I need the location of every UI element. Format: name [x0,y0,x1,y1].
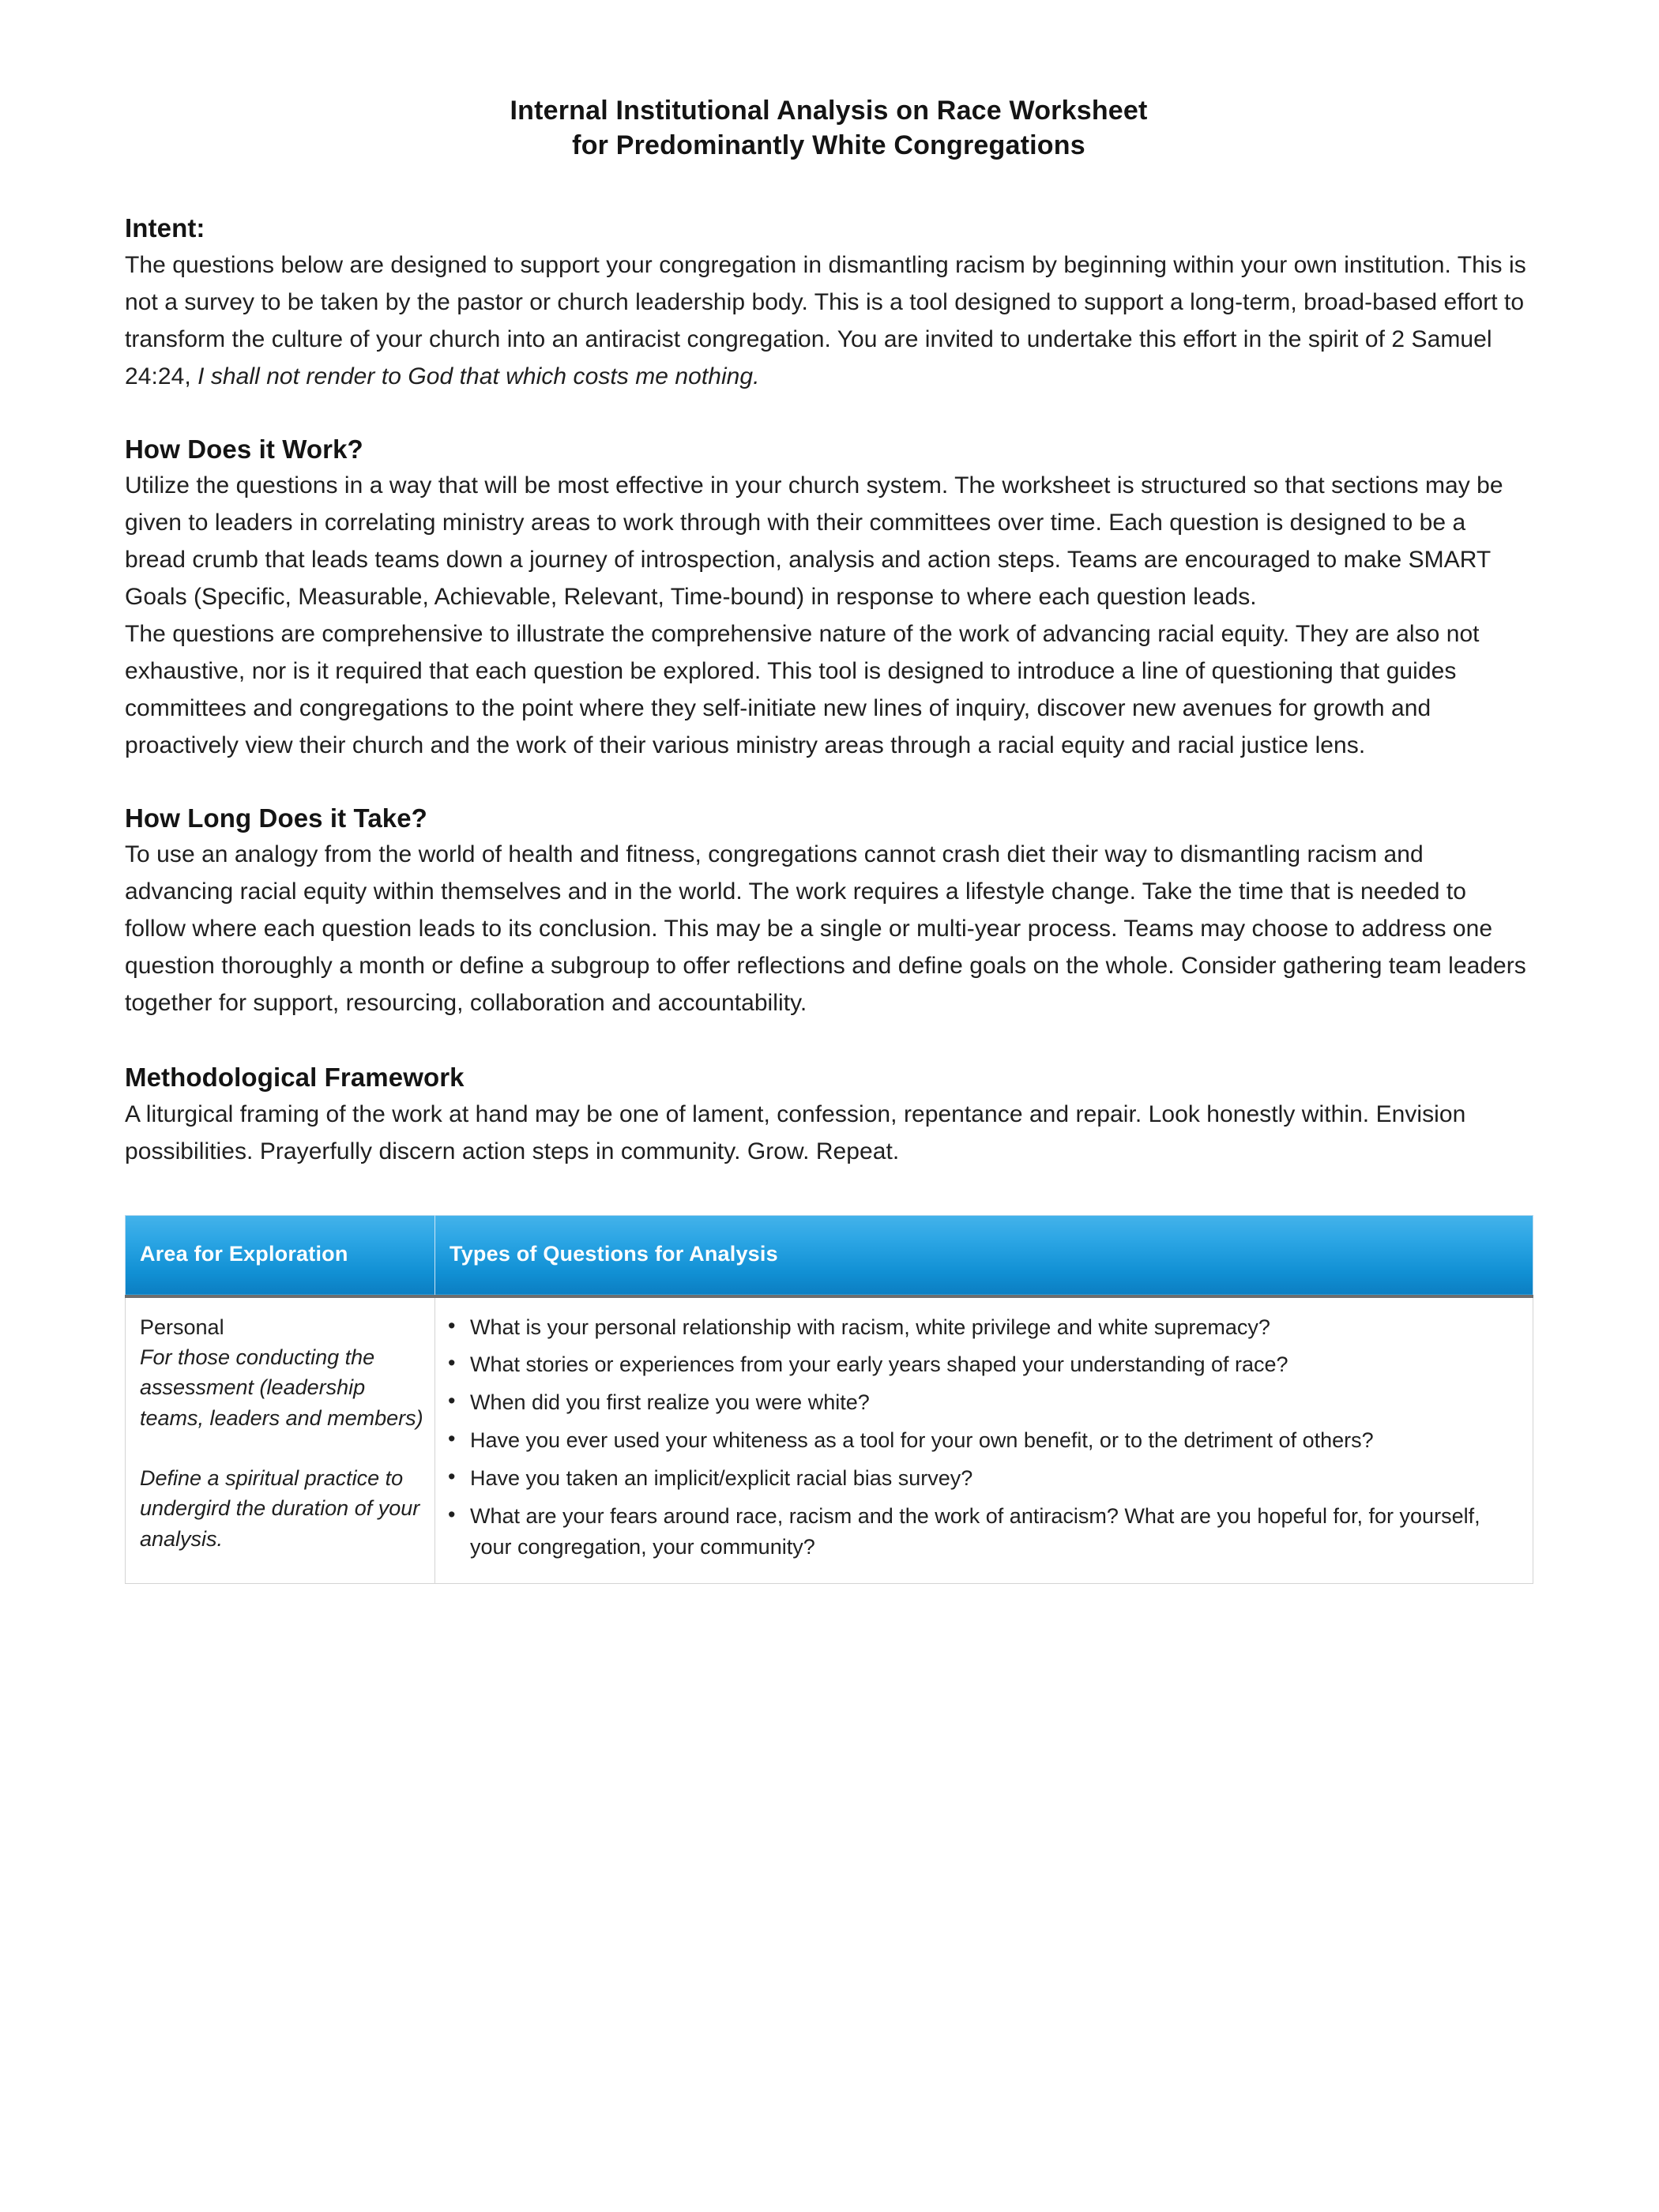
list-item: • What stories or experiences from your early years shaped your understanding of race? [443,1349,1522,1380]
section-heading-methodological-framework: Methodological Framework [125,1063,465,1093]
intent-text-roman: The questions below are designed to support your congregation in dismantling racism by beginning within your own institution. This is not a survey to be taken by the pastor or church leadership body. This is a tool designed to support a long-term, broad-based effort to transform the culture of your church into an antiracist congregation. You are invited to undertake this effort in the spirit of 2 Samuel 24:24, [125,251,1526,389]
section-body-how-does-it-work-1: Utilize the questions in a way that will be most effective in your church system. The worksheet is structured so that sections may be given to leaders in correlating ministry areas to work through with their committees over time. Each question is designed to be a bread crumb that leads teams down a journey of introspection, analysis and action steps. Teams are encouraged to make SMART Goals (Specific, Measurable, Achievable, Relevant, Time-bound) in response to where each question leads. [125,472,1503,611]
section-how-long-does-it-take [125,803,1533,1022]
column-header-area-for-exploration: Area for Exploration [126,1215,435,1296]
section-body-intent [125,247,1533,396]
list-item: • What are your fears around race, racism and the work of antiracism? What are you hopeful for, for yourself, your congregation, your community? [443,1501,1522,1563]
section-heading-how-does-it-work: How Does it Work? [125,434,363,464]
area-title: Personal [140,1315,224,1339]
section-intent [125,213,1533,395]
page-title-line-2: for Predominantly White Congregations [572,130,1085,161]
section-methodological-framework [125,1062,1533,1170]
list-item: • What is your personal relationship with racism, white privilege and white supremacy? [443,1312,1522,1343]
list-item: • Have you ever used your whiteness as a tool for your own benefit, or to the detriment of others? [443,1425,1522,1456]
area-note-secondary: Define a spiritual practice to undergird the duration of your analysis. [140,1465,420,1551]
area-note-primary: For those conducting the assessment (leadership teams, leaders and members) [140,1345,423,1430]
table-body [126,1296,1533,1584]
intent-text-italic: I shall not render to God that which costs me nothing. [198,363,760,389]
section-body-how-long-does-it-take: To use an analogy from the world of health and fitness, congregations cannot crash diet their way to dismantling racism and advancing racial equity within themselves and in the world. The work requires a lifestyle change. Take the time that is needed to follow where each question leads to its conclusion. This may be a single or multi-year process. Teams may choose to address one question thoroughly a month or define a subgroup to offer reflections and define goals on the whole. Consider gathering team leaders together for support, resourcing, collaboration and accountability. [125,841,1526,1017]
cell-area-for-exploration [126,1296,435,1584]
list-item: • Have you taken an implicit/explicit racial bias survey? [443,1463,1522,1494]
section-how-does-it-work [125,434,1533,765]
question-list [443,1312,1522,1563]
section-heading-how-long-does-it-take: How Long Does it Take? [125,803,427,833]
cell-types-of-questions [435,1296,1533,1584]
section-heading-intent: Intent: [125,213,205,243]
table-header [126,1215,1533,1296]
page-title-line-1: Internal Institutional Analysis on Race Worksheet [510,96,1148,126]
page-title [125,93,1533,163]
section-body-methodological-framework: A liturgical framing of the work at hand may be one of lament, confession, repentance and repair. Look honestly within. Envision possibilities. Prayerfully discern action steps in community. Grow. Repeat. [125,1100,1466,1164]
worksheet-table [125,1215,1533,1584]
section-body-how-does-it-work-2: The questions are comprehensive to illustrate the comprehensive nature of the work of advancing racial equity. They are also not exhaustive, nor is it required that each question be explored. This tool is designed to introduce a line of questioning that guides committees and congregations to the point where they self-initiate new lines of inquiry, discover new avenues for growth and proactively view their church and the work of their various ministry areas through a racial equity and racial justice lens. [125,621,1480,758]
column-header-types-of-questions: Types of Questions for Analysis [435,1215,1533,1296]
list-item: • When did you first realize you were white? [443,1387,1522,1418]
table-header-row [126,1215,1533,1296]
table-row [126,1296,1533,1584]
